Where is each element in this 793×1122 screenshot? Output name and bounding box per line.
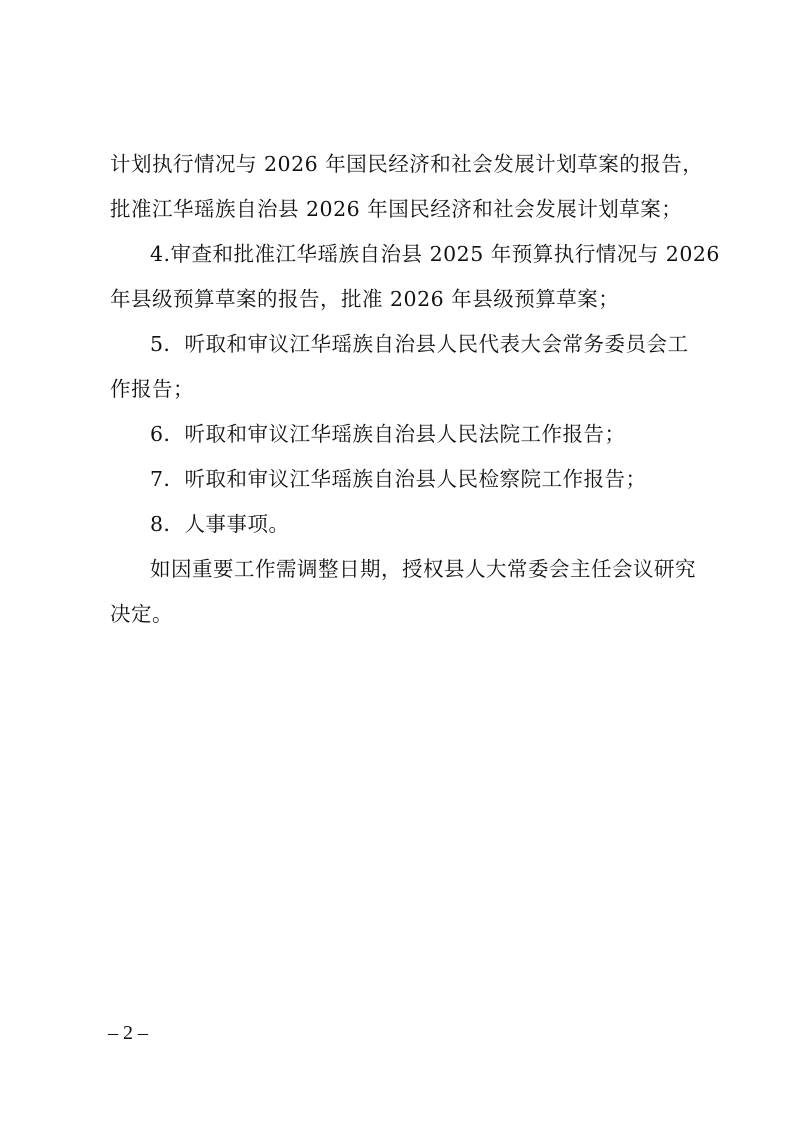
text-line-item-7: 7．听取和审议江华瑶族自治县人民检察院工作报告； — [150, 467, 647, 491]
text-line-authorization-continued: 决定。 — [110, 602, 173, 626]
text-line-item-4: 4.审查和批准江华瑶族自治县 2025 年预算执行情况与 2026 — [150, 242, 720, 266]
text-line-item-5: 5．听取和审议江华瑶族自治县人民代表大会常务委员会工 — [150, 332, 689, 356]
document-body — [110, 142, 720, 637]
text-line-item-5-continued: 作报告； — [110, 377, 194, 401]
text-line-approve-plan-draft: 批准江华瑶族自治县 2026 年国民经济和社会发展计划草案； — [110, 197, 683, 221]
text-line-item-6: 6．听取和审议江华瑶族自治县人民法院工作报告； — [150, 422, 626, 446]
text-line-item-4-continued: 年县级预算草案的报告，批准 2026 年县级预算草案； — [110, 287, 620, 311]
text-line-authorization: 如因重要工作需调整日期，授权县人大常委会主任会议研究 — [150, 557, 696, 581]
text-line-item-8: 8．人事事项。 — [150, 512, 290, 536]
page-number: – 2 – — [108, 1022, 148, 1044]
text-line-plan-report-continued: 计划执行情况与 2026 年国民经济和社会发展计划草案的报告， — [110, 152, 704, 176]
